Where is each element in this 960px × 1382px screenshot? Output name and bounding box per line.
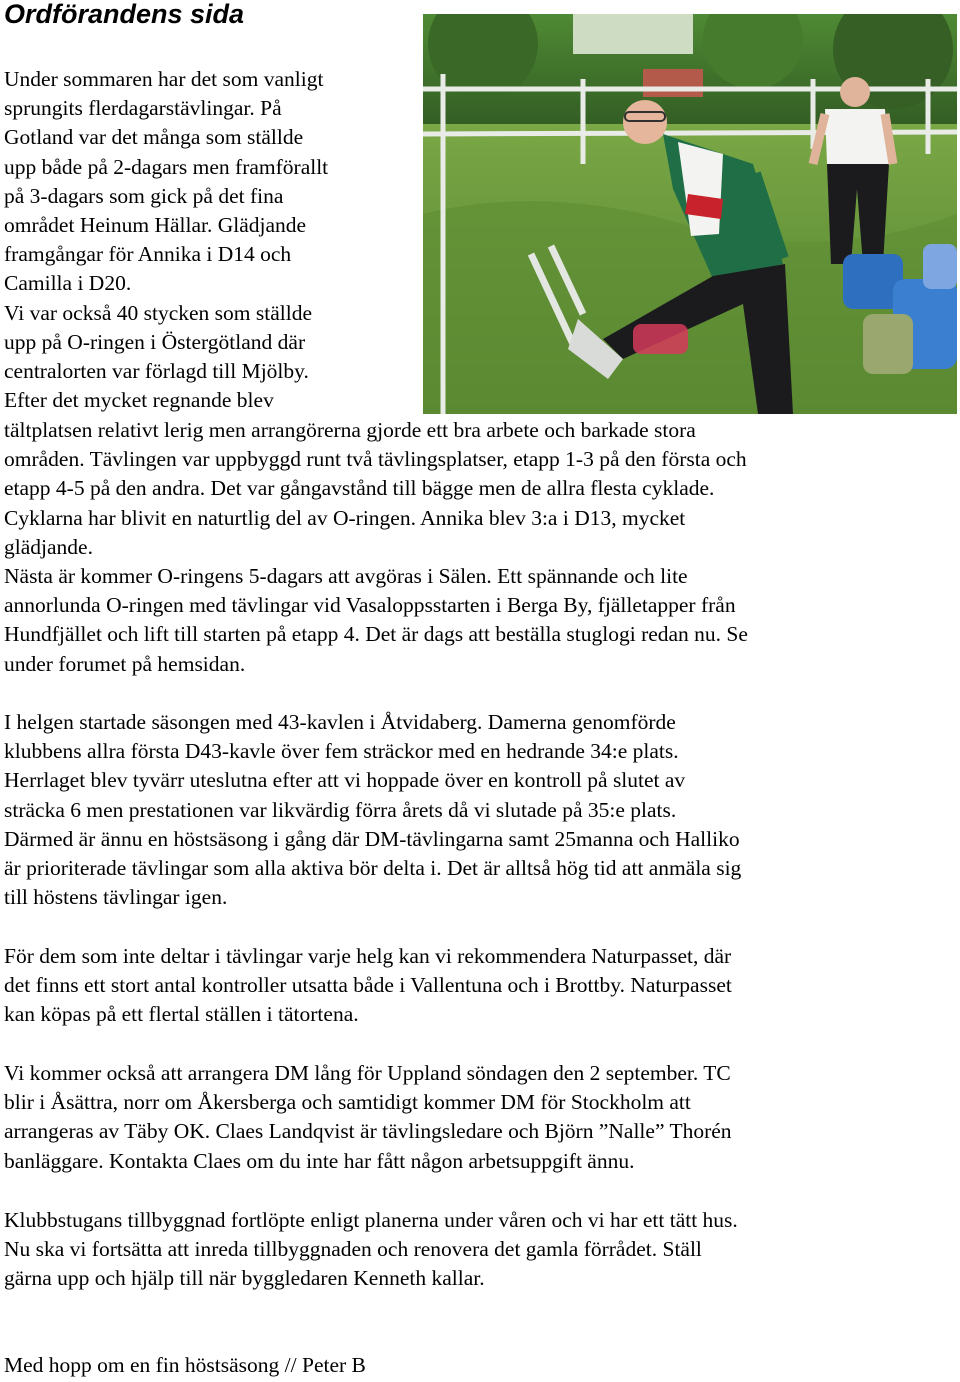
dm-paragraph <box>4 1059 732 1176</box>
sky-patch <box>573 14 693 54</box>
text-line: Gotland var det många som ställde <box>4 125 304 150</box>
text-line: banläggare. Kontakta Claes om du inte har fått någon arbetsuppgift ännu. <box>4 1148 635 1173</box>
text-line: I helgen startade säsongen med 43-kavlen i Åtvidaberg. Damerna genomförde <box>4 710 676 734</box>
text-line: sprungits flerdagarstävlingar. På <box>4 96 282 121</box>
text-line: Klubbstugans tillbyggnad fortlöpte enligt planerna under våren och vi har ett tätt hus. <box>4 1208 738 1232</box>
text-line: Nästa är kommer O-ringens 5-dagars att avgöras i Sälen. Ett spännande och lite <box>4 563 688 588</box>
photo-illustration <box>423 14 957 414</box>
red-building <box>643 69 703 97</box>
text-line: Herrlaget blev tyvärr uteslutna efter att vi hoppade över en kontroll på slutet av <box>4 768 686 793</box>
text-line: framgångar för Annika i D14 och <box>4 242 292 267</box>
text-line: gärna upp och hjälp till när byggledaren Kenneth kallar. <box>4 1266 485 1291</box>
text-line: området Heinum Hällar. Glädjande <box>4 212 307 237</box>
signature <box>4 1351 366 1380</box>
text-line: Vi kommer också att arrangera DM lång för Uppland söndagen den 2 september. TC <box>4 1061 731 1085</box>
text-line: Camilla i D20. <box>4 271 132 296</box>
stretching-runners-photo <box>423 14 957 414</box>
text-line: Vi var också 40 stycken som ställde <box>4 300 313 325</box>
text-line: blir i Åsättra, norr om Åkersberga och samtidigt kommer DM för Stockholm att <box>4 1090 691 1115</box>
text-line: upp både på 2-dagars men framförallt <box>4 154 329 179</box>
page-title: Ordförandens sida <box>4 0 245 29</box>
text-line: annorlunda O-ringen med tävlingar vid Vasaloppsstarten i Berga By, fjälletapper från <box>4 593 736 618</box>
text-line: Hundfjället och lift till starten på etapp 4. Det är dags att beställa stuglogi redan nu. Se <box>4 622 748 647</box>
text-line: glädjande. <box>4 534 93 559</box>
naturpasset-paragraph <box>4 942 732 1030</box>
intro-paragraph <box>4 65 328 415</box>
text-line: till höstens tävlingar igen. <box>4 885 228 910</box>
text-line: arrangeras av Täby OK. Claes Landqvist är tävlingsledare och Björn ”Nalle” Thorén <box>4 1119 732 1144</box>
text-line: etapp 4-5 på den andra. Det var gångavstånd till bägge men de allra flesta cyklade. <box>4 476 715 501</box>
signature-line: Med hopp om en fin höstsäsong // Peter B <box>4 1353 366 1377</box>
text-line: centralorten var förlagd till Mjölby. <box>4 358 309 383</box>
text-line: För dem som inte deltar i tävlingar varje helg kan vi rekommendera Naturpasset, där <box>4 944 732 968</box>
text-line: Nu ska vi fortsätta att inreda tillbyggnaden och renovera det gamla förrådet. Ställ <box>4 1237 702 1262</box>
text-line: under forumet på hemsidan. <box>4 651 246 676</box>
text-line: Under sommaren har det som vanligt <box>4 67 324 91</box>
text-line: sträcka 6 men prestationen var likvärdig förra årets då vi slutade på 35:e plats. <box>4 797 677 822</box>
text-line: Cyklarna har blivit en naturtlig del av O-ringen. Annika blev 3:a i D13, mycket <box>4 505 686 530</box>
kavlen-paragraph <box>4 708 741 912</box>
o-ringen-paragraph <box>4 416 748 679</box>
text-line: upp på O-ringen i Östergötland där <box>4 329 306 354</box>
text-line: klubbens allra första D43-kavle över fem sträckor med en hedrande 34:e plats. <box>4 739 679 764</box>
text-line: tältplatsen relativt lerig men arrangörerna gjorde ett bra arbete och barkade stora <box>4 418 696 442</box>
text-line: områden. Tävlingen var uppbyggd runt två tävlingsplatser, etapp 1-3 på den första och <box>4 447 747 472</box>
text-line: är prioriterade tävlingar som alla aktiva bör delta i. Det är alltså hög tid att anmäla sig <box>4 855 742 880</box>
text-line: kan köpas på ett flertal ställen i tätortena. <box>4 1002 359 1027</box>
sports-bag <box>633 324 688 354</box>
text-line: Därmed är ännu en höstsäsong i gång där DM-tävlingarna samt 25manna och Halliko <box>4 826 740 851</box>
text-line: Efter det mycket regnande blev <box>4 388 274 413</box>
text-line: det finns ett stort antal kontroller utsatta både i Vallentuna och i Brottby. Naturpasset <box>4 973 732 998</box>
text-line: på 3-dagars som gick på det fina <box>4 183 284 208</box>
klubbstuga-paragraph <box>4 1206 738 1294</box>
